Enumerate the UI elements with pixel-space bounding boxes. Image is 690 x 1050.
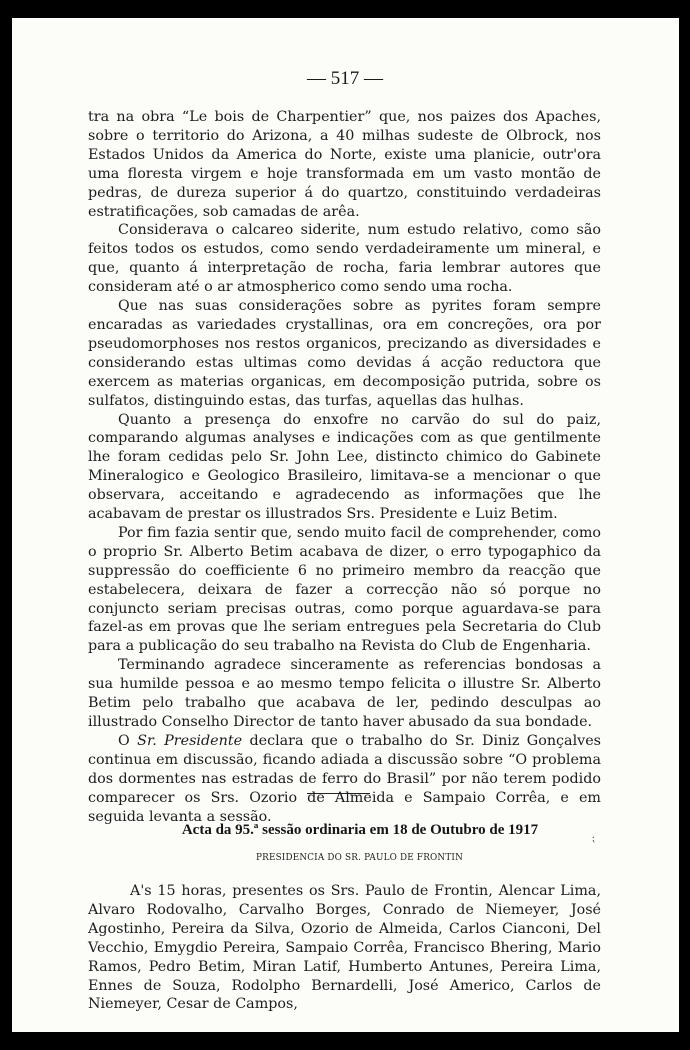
attendance-body <box>88 882 601 1014</box>
section-divider <box>307 793 370 794</box>
paragraph: Por fim fazia sentir que, sendo muito facil de comprehender, como o proprio Sr. Alberto Betim acabava de dizer, o erro typogaphico da suppressão do coefficiente 6 no primeiro membro da reacção que estabelecera, deixara de fazer a correcção não só porque no conjuncto seriam precisas outras, como porque aguardava-se para fazel-as em provas que lhe seriam entregues pela Secretaria do Club para a publicação do seu trabalho na Revista do Club de Engenharia. <box>88 524 601 655</box>
paragraph: Quanto a presença do enxofre no carvão do sul do paiz, comparando algumas analyses e indicações com as que gentilmente lhe foram cedidas pelo Sr. John Lee, distincto chimico do Gabinete Mineralogico e Geologico Brasileiro, limitava-se a mencionar o que observara, acceitando e agradecendo as informações que lhe acabavam de prestar os illustrados Srs. Presidente e Luiz Betim. <box>88 411 601 523</box>
paragraph-text: declara que o trabalho do Sr. Diniz Gonçalves continua em discussão, ficando adiada a discussão sobre “O problema dos dormentes nas estradas de ferro do Brasil” por não terem podido comparecer os Srs. Ozorio de Almeida e Sampaio Corrêa, e em seguida levanta a sessão. <box>88 732 602 825</box>
speaker-name: Sr. Presidente <box>137 732 243 749</box>
page-number: — 517 — <box>307 68 383 89</box>
paragraph: A's 15 horas, presentes os Srs. Paulo de Frontin, Alencar Lima, Alvaro Rodovalho, Carvalho Borges, Conrado de Niemeyer, José Agostinho, Pereira da Silva, Ozorio de Almeida, Carlos Cianconi, Del Vecchio, Emygdio Pereira, Sampaio Corrêa, Francisco Bhering, Mario Ramos, Pedro Betim, Miran Latif, Humberto Antunes, Pereira Lima, Ennes de Souza, Rodolpho Bernardelli, José Americo, Carlos de Niemeyer, Cesar de Campos, <box>88 883 601 1013</box>
margin-mark-icon: ⁏ <box>591 833 595 844</box>
paragraph: Que nas suas considerações sobre as pyrites foram sempre encaradas as variedades crystallinas, ora em concreções, ora por pseudomorphoses nos restos organicos, precizando as diversidades e considerando estas ultimas como devidas á acção reductora que exercem as materias organicas, em decomposição putrida, sobre os sulfatos, distinguindo estas, das turfas, aquellas das hulhas. <box>88 298 601 409</box>
section-subheading: PRESIDENCIA DO SR. PAULO DE FRONTIN <box>256 853 463 863</box>
paragraph: Considerava o calcareo siderite, num estudo relativo, como são feitos todos os estudos, como sendo verdadeiramente um mineral, e que, quanto á interpretação de rocha, faria lembrar autores que consideram até o ar atmospherico como sendo uma rocha. <box>88 222 601 296</box>
scanned-page <box>12 18 679 1032</box>
presidente-paragraph <box>88 732 601 827</box>
paragraph-prefix: O <box>118 732 138 749</box>
section-heading: Acta da 95.ª sessão ordinaria em 18 de Outubro de 1917 <box>181 822 539 838</box>
minutes-body <box>88 108 601 826</box>
paragraph: Terminando agradece sinceramente as referencias bondosas a sua humilde pessoa e ao mesmo tempo felicita o illustre Sr. Alberto Betim pelo trabalho que acabava de ler, pedindo desculpas ao illustrado Conselho Director de tanto haver abusado da sua bondade. <box>88 657 601 730</box>
paragraph: tra na obra “Le bois de Charpentier” que, nos paizes dos Apaches, sobre o territorio do Arizona, a 40 milhas sudeste de Olbrock, nos Estados Unidos da America do Norte, existe uma planicie, outr'ora uma floresta virgem e hoje transformada em um vasto montão de pedras, de dureza superior á do quartzo, constituindo verdadeiras estratificações, sob camadas de arêa. <box>88 109 601 220</box>
